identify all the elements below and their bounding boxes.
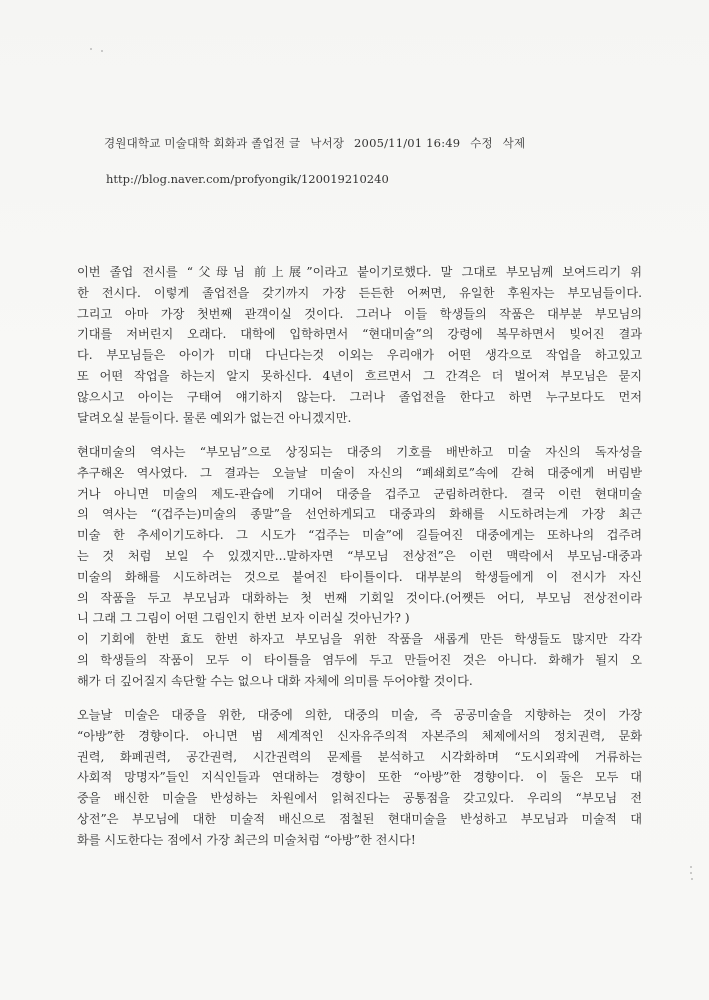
text-line: 의 역사는 “(겁주는)미술의 종말”을 선언하게되고 대중과의 화해를 시도하려는게 가장 최근 [77, 507, 642, 522]
edit-link: 수정 [470, 136, 493, 150]
delete-link: 삭제 [502, 136, 526, 150]
text-line: 미술 한 추세이기도하다. 그 시도가 “겁주는 미술”에 길들여진 대중에게는 또하나의 겁주려 [77, 528, 642, 543]
post-datetime: 2005/11/01 16:49 [354, 136, 461, 150]
text-line: 이 기회에 한번 효도 한번 하자고 부모님을 위한 작품을 새롭게 만든 학생들도 많지만 각각 [77, 632, 642, 646]
text-line: 중을 배신한 미술을 반성하는 차원에서 읽혀진다는 공통점을 갖고있다. 우리의 “부모님 전 [77, 791, 642, 806]
text-line: 권력, 화폐권력, 공간권력, 시간권력의 문제를 분석하고 시각화하며 “도시외곽에 거류하는 [77, 749, 642, 764]
text-line: 달려오실 분들이다. 물론 예외가 없는건 아니겠지만. [77, 410, 352, 425]
text-line: 사회적 망명자”들인 지식인들과 연대하는 경향이 또한 “아방”한 경향이다. 이 둘은 모두 대 [77, 770, 642, 785]
text-line: “아방”한 경향이다. 아니면 범 세계적인 신자유주의적 자본주의 체제에서의 정치권력, 문화 [77, 728, 642, 743]
text-line: 또 어떤 작업을 하는지 알지 못하신다. 4년이 흐르면서 그 간격은 더 벌어져 부모님은 묻지 [77, 368, 642, 383]
text-line: 현대미술의 역사는 “부모님”으로 상징되는 대중의 기호를 배반하고 미술 자신의 독자성을 [77, 445, 642, 459]
post-header [104, 135, 531, 151]
paragraph-3 [77, 629, 642, 691]
text-line: 화를 시도한다는 점에서 가장 최근의 미술처럼 “아방”한 전시다! [77, 832, 416, 847]
scan-speck [690, 872, 692, 874]
text-line: 오늘날 미술은 대중을 위한, 대중에 의한, 대중의 미술, 즉 공공미술을 지향하는 것이 가장 [77, 708, 642, 722]
post-author: 낙서장 [310, 136, 345, 150]
text-line: 기대를 저버린지 오래다. 대학에 입학하면서 “현대미술”의 강령에 복무하면서 빚어진 결과 [77, 327, 642, 342]
text-line: 추구해온 역사였다. 그 결과는 오늘날 미술이 자신의 “폐쇄회로”속에 갇혀 대중에게 버림받 [77, 465, 642, 480]
paragraph-2 [77, 442, 642, 629]
text-line: 다. 부모님들은 아이가 미대 다닌다는것 이외는 우리애가 어떤 생각으로 작업을 하고있고 [77, 348, 642, 363]
scan-speck [691, 878, 693, 880]
scan-speck [101, 50, 103, 52]
text-line: 이번 졸업 전시를 “父母님 前上展”이라고 붙이기로했다. 말 그대로 부모님께 보여드리기 위 [77, 265, 642, 279]
text-line: 거나 아니면 미술의 제도-관습에 기대어 대중을 겁주고 군림하려한다. 결국 이런 현대미술 [77, 486, 642, 501]
text-line: 의 학생들의 작품이 모두 이 타이틀을 염두에 두고 만들어진 것은 아니다. 화해가 될지 오 [77, 652, 642, 667]
post-source: 경원대학교 미술대학 회화과 졸업전 글 [104, 136, 301, 150]
paragraph-1 [77, 262, 642, 428]
scan-speck [90, 48, 92, 50]
text-line: 미술의 화해를 시도하려는 것으로 붙여진 타이틀이다. 대부분의 학생들에게 이 전시가 자신 [77, 569, 642, 584]
text-line: 한 전시다. 이렇게 졸업전을 갖기까지 가장 든든한 어쩌면, 유일한 후원자는 부모님들이다. [77, 285, 642, 300]
text-line: 는 것 처럼 보일 수 있겠지만...말하자면 “부모님 전상전”은 이런 맥락에서 부모님-대중과 [77, 548, 642, 563]
text-line: 니 그래 그 그림이 어떤 그림인지 한번 보자 이러실 것아닌가? ) [77, 611, 410, 626]
post-url: http://blog.naver.com/profyongik/120019210240 [106, 172, 389, 186]
text-line: 그리고 아마 가장 첫번째 관객이실 것이다. 그러나 이들 학생들의 작품은 대부분 부모님의 [77, 306, 642, 321]
text-line: 않으시고 아이는 구태여 얘기하지 않는다. 그러나 졸업전을 한다고 하면 누구보다도 먼저 [77, 389, 642, 404]
text-line: 상전”은 부모님에 대한 미술적 배신으로 점철된 현대미술을 반성하고 부모님과 미술적 대 [77, 811, 642, 826]
paragraph-4 [77, 705, 642, 851]
scan-speck [690, 866, 692, 868]
text-line: 해가 더 깊어질지 속단할 수는 없으나 대화 자체에 의미를 두어야할 것이다. [77, 673, 473, 688]
text-line: 의 작품을 두고 부모님과 대화하는 첫 번째 기회일 것이다.(어쨋든 어디, 부모님 전상전이라 [77, 590, 642, 605]
